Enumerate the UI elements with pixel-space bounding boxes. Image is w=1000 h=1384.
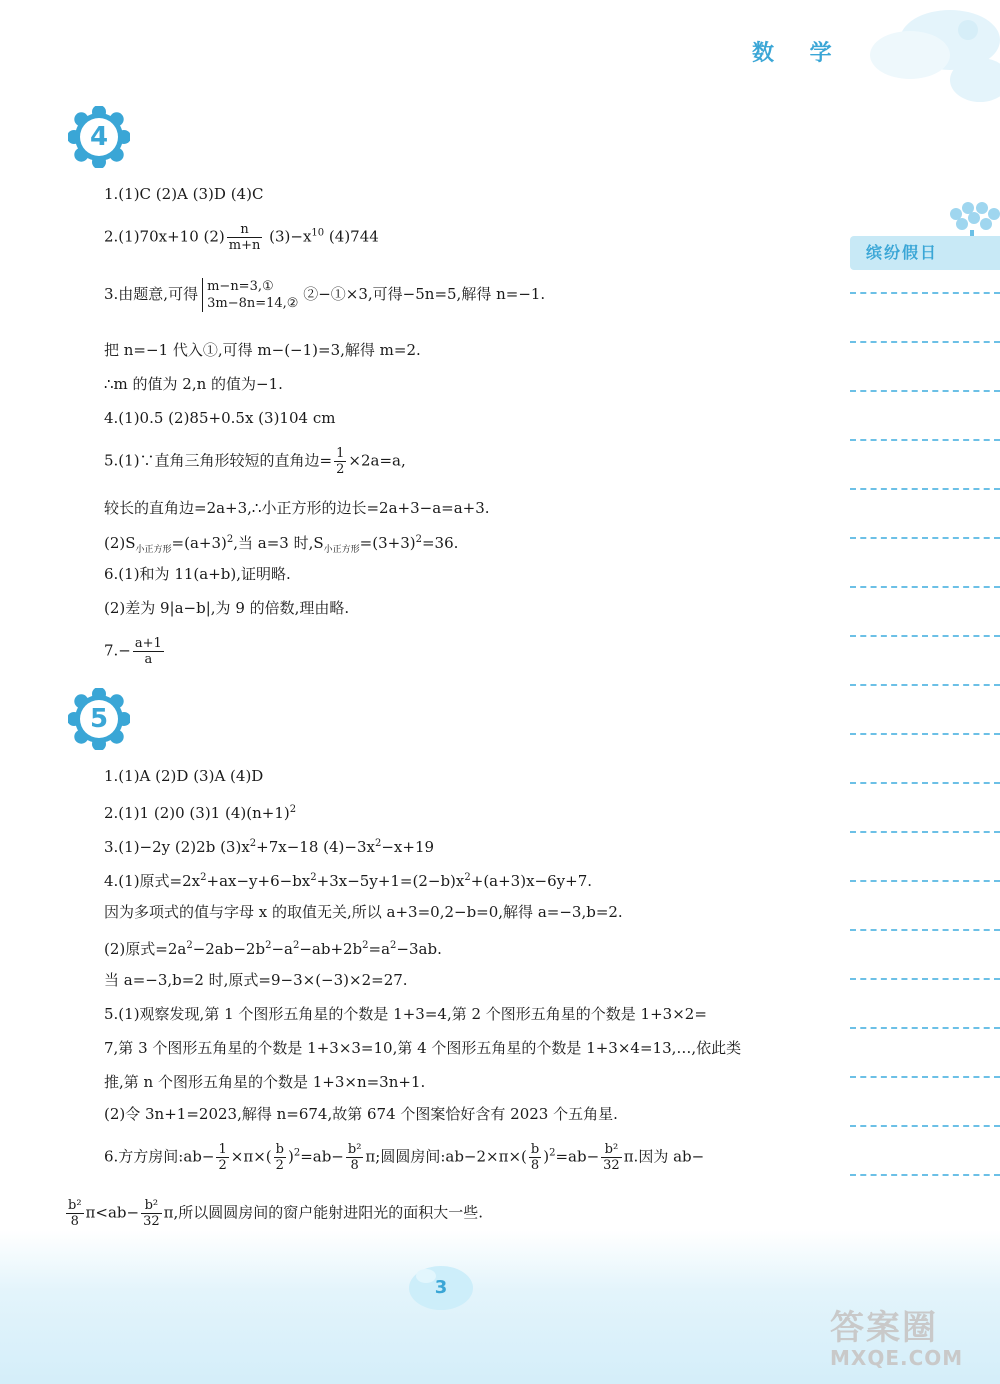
- note-line: [850, 586, 1000, 588]
- note-line: [850, 831, 1000, 833]
- equation-system: m−n=3,① 3m−8n=14,②: [202, 278, 298, 312]
- note-line: [850, 880, 1000, 882]
- answer-line: 7.− $\frac{a+1}{a}$: [104, 636, 162, 667]
- fraction: $\frac{1}{2}$: [218, 1142, 227, 1173]
- watermark-text: 答案圈: [830, 1308, 938, 1348]
- answer-line: 3.由题意,可得 m−n=3,① 3m−8n=14,② ②−①×3,可得−5n=5,解得 n=−1.: [104, 279, 546, 311]
- watermark-logo: [830, 1300, 994, 1380]
- note-line: [850, 1125, 1000, 1127]
- fraction: $\frac{n}{m+n}$: [228, 222, 261, 253]
- answer-line: 2.(1)70x+10 (2) $\frac{n}{m+n}$ $(3)-x^{10}$ (4)744: [104, 222, 379, 253]
- section-badge-number: 5: [89, 704, 109, 734]
- answer-line: 2.(1)1 (2)0 (3)1 $(4)(n+1)^2$: [104, 804, 297, 822]
- note-line: [850, 733, 1000, 735]
- note-line: [850, 439, 1000, 441]
- answer-line: 7,第 3 个图形五角星的个数是 1+3×3=10,第 4 个图形五角星的个数是 1+3×4=13,…,依此类: [104, 1039, 742, 1057]
- answer-line: 1.(1)C (2)A (3)D (4)C: [104, 185, 264, 203]
- answer-line: 推,第 n 个图形五角星的个数是 1+3×n=3n+1.: [104, 1073, 426, 1091]
- answer-line: 把 n=−1 代入①,可得 m−(−1)=3,解得 m=2.: [104, 341, 421, 359]
- answer-line: $\frac{\text{b²}}{8}$ π<ab− $\frac{\text{b²}}{32}$ π,所以圆圆房间的窗户能射进阳光的面积大一些.: [68, 1198, 484, 1229]
- answer-line: 6.方方房间:ab− $\frac{1}{2}$ ×π×( $\frac{b}{2}$ )$^2$=ab− $\frac{\text{b²}}{8}$ π;圆圆房间:ab−2×π×( $\frac{b}{8}$ )$^2$=ab− $\frac{\text{b²}}{32}$ π.因为 ab−: [104, 1142, 705, 1173]
- fraction: $\frac{a+1}{a}$: [134, 636, 162, 667]
- fraction: $\frac{\text{b²}}{8}$: [68, 1198, 82, 1229]
- note-line: [850, 635, 1000, 637]
- answer-line: (2)原式$=2a^2-2ab-2b^2-a^2-ab+2b^2=a^2-3ab$.: [104, 940, 442, 958]
- answer-line: 当 a=−3,b=2 时,原式=9−3×(−3)×2=27.: [104, 971, 408, 989]
- section-badge-5: [68, 688, 130, 750]
- fraction: $\frac{b}{8}$: [530, 1142, 540, 1173]
- fraction: $\frac{\text{b²}}{8}$: [347, 1142, 362, 1173]
- cloud-decoration-icon: [840, 0, 1000, 120]
- answer-line: 4.(1)原式$=2x^2+ax-y+6-bx^2+3x-5y+1=(2-b)x^2+(a+3)x-6y+7$.: [104, 872, 593, 890]
- page-number-badge: [406, 1262, 476, 1314]
- answer-line: 5.(1)观察发现,第 1 个图形五角星的个数是 1+3=4,第 2 个图形五角星的个数是 1+3×2=: [104, 1005, 707, 1023]
- note-line: [850, 978, 1000, 980]
- fraction: $\frac{\text{b²}}{32}$: [143, 1198, 160, 1229]
- note-line: [850, 390, 1000, 392]
- answer-line: 1.(1)A (2)D (3)A (4)D: [104, 767, 264, 785]
- note-line: [850, 782, 1000, 784]
- page-number: 3: [434, 1277, 448, 1298]
- fraction: $\frac{1}{2}$: [336, 446, 345, 477]
- answer-line: (2)差为 9|a−b|,为 9 的倍数,理由略.: [104, 599, 350, 617]
- answer-line: (2)令 3n+1=2023,解得 n=674,故第 674 个图案恰好含有 2023 个五角星.: [104, 1105, 618, 1123]
- note-line: [850, 488, 1000, 490]
- note-line: [850, 537, 1000, 539]
- note-line: [850, 684, 1000, 686]
- answer-line: 3.(1)−2y (2)2b $(3)x^2+7x-18$ $(4)-3x^2-x+19$: [104, 838, 435, 856]
- answer-line: $(2)S_{小正方形}=(a+3)^2$,当 a=3 时$,S_{小正方形}=(3+3)^2=36$.: [104, 534, 459, 555]
- watermark-url: MXQE.COM: [830, 1346, 964, 1370]
- note-line: [850, 1076, 1000, 1078]
- note-line: [850, 929, 1000, 931]
- section-badge-4: [68, 106, 130, 168]
- note-line: [850, 292, 1000, 294]
- fraction: $\frac{\text{b²}}{32}$: [603, 1142, 620, 1173]
- answer-line: 6.(1)和为 11(a+b),证明略.: [104, 565, 291, 583]
- notes-sidebar: [840, 200, 1000, 1200]
- answer-line: ∴m 的值为 2,n 的值为−1.: [104, 375, 283, 393]
- sidebar-label: 缤纷假日: [850, 236, 1000, 270]
- fraction: $\frac{b}{2}$: [275, 1142, 284, 1173]
- subject-title: 数 学: [752, 40, 846, 66]
- section-badge-number: 4: [89, 122, 109, 152]
- note-line: [850, 1174, 1000, 1176]
- note-line: [850, 341, 1000, 343]
- answer-line: 较长的直角边=2a+3,∴小正方形的边长=2a+3−a=a+3.: [104, 499, 490, 517]
- note-line: [850, 1027, 1000, 1029]
- answer-line: 4.(1)0.5 (2)85+0.5x (3)104 cm: [104, 409, 336, 427]
- answer-line: 5.(1)∵直角三角形较短的直角边= $\frac{1}{2}$ ×2a=a,: [104, 446, 406, 477]
- answer-line: 因为多项式的值与字母 x 的取值无关,所以 a+3=0,2−b=0,解得 a=−3,b=2.: [104, 903, 623, 921]
